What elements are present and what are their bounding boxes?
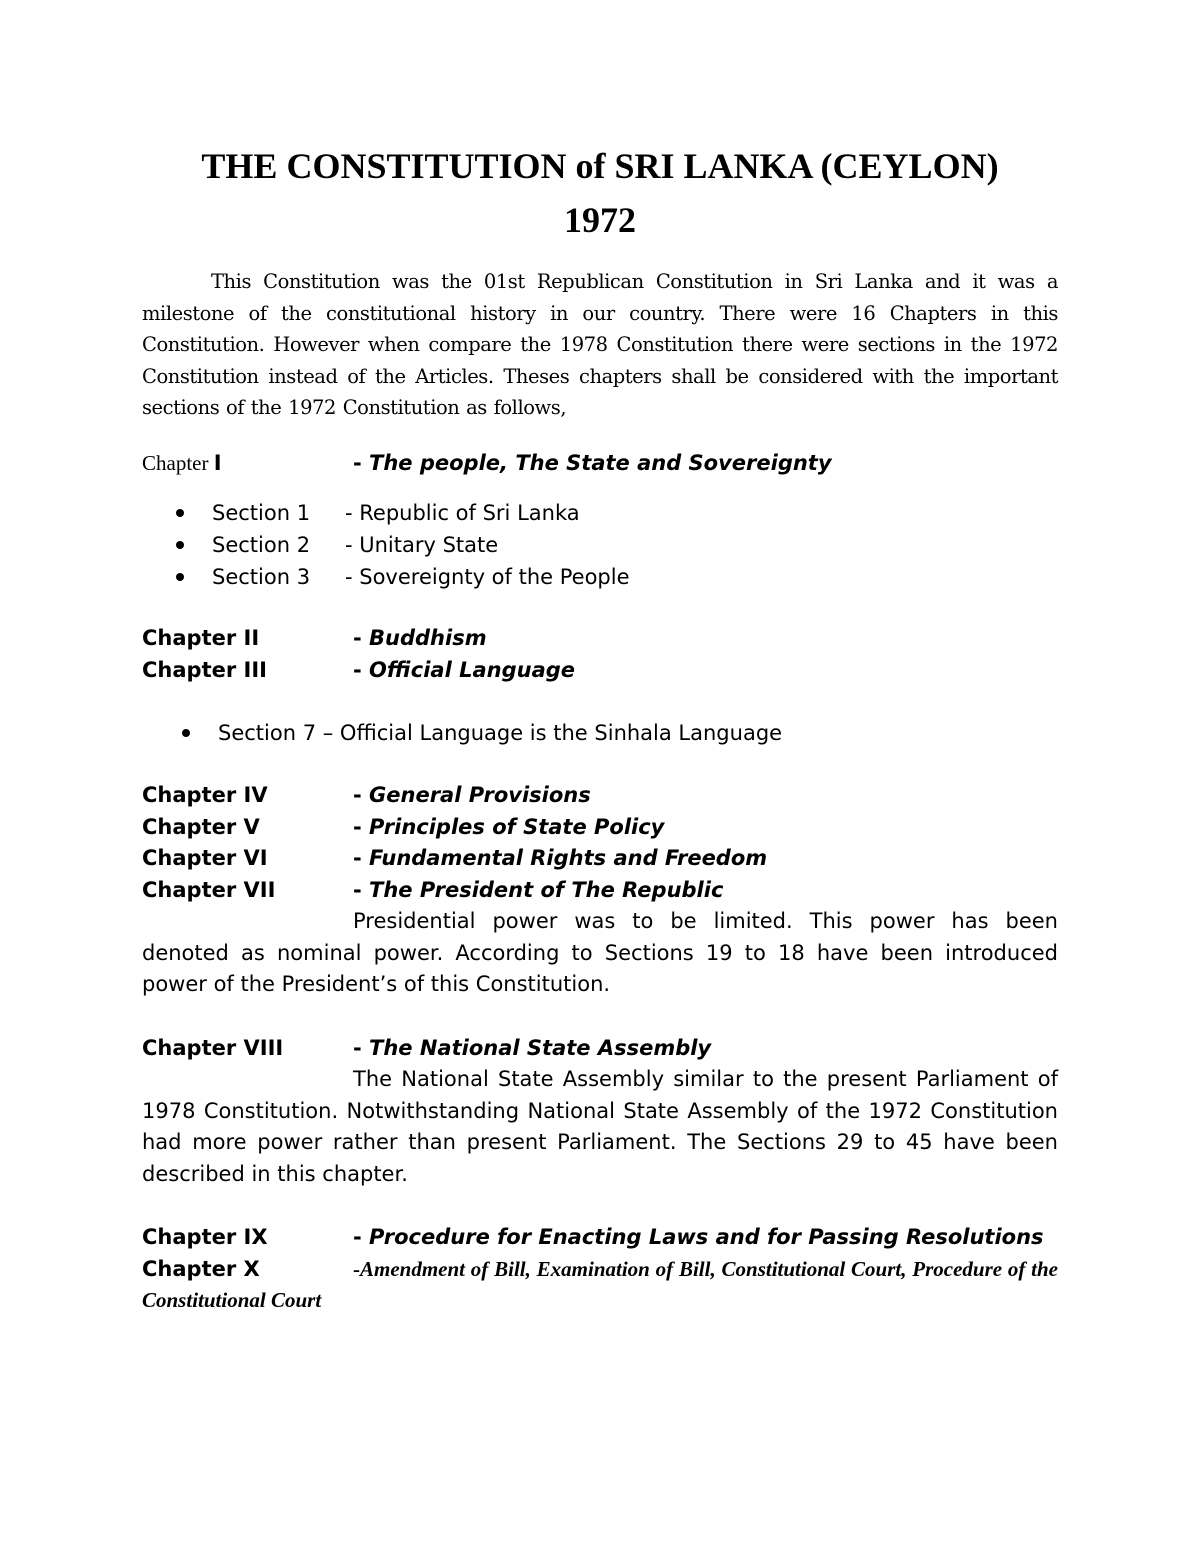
- chapter-label: Chapter VI: [142, 846, 268, 871]
- chapter-title: - Principles of State Policy: [353, 814, 665, 839]
- chapter-title: - Buddhism: [353, 626, 487, 651]
- bullet-icon: [176, 509, 184, 517]
- chapter-label: Chapter IV: [142, 783, 268, 808]
- chapter-title: Amendment of Bill, Examination of Bill, Constitutional Court, Procedure of the Constitutional Court: [142, 1256, 1058, 1313]
- title-year: 1972: [564, 200, 636, 240]
- chapter-title: Procedure for Enacting Laws and for Passing Resolutions: [369, 1225, 1044, 1250]
- bullet-icon: [176, 573, 184, 581]
- chapter-label: Chapter I: [142, 450, 222, 475]
- title-line: THE CONSTITUTION of SRI LANKA (CEYLON): [201, 146, 999, 186]
- document-title-year: [142, 194, 1058, 246]
- chapter-label: Chapter VII: [142, 877, 276, 902]
- section-list: [142, 498, 1058, 593]
- chapter-heading-3: [142, 655, 1058, 687]
- list-item: Section 2 - Unitary State: [142, 530, 1058, 562]
- list-item: Section 7 – Official Language is the Sinhala Language: [142, 718, 1058, 750]
- chapter-heading-5: [142, 812, 1058, 844]
- chapter-8-paragraph: The National State Assembly similar to the present Parliament of 1978 Constitution. Notwithstanding National State Assembly of the 1972 Constitution had more power rather than present Parliament. The Sections 29 to 45 have been described in this chapter.: [142, 1067, 1058, 1186]
- chapter-heading-6: [142, 843, 1058, 875]
- chapter-heading-8: [142, 1033, 1058, 1065]
- chapter-title: - Fundamental Rights and Freedom: [353, 846, 768, 871]
- chapter-heading-2: [142, 623, 1058, 655]
- chapter-title: - The National State Assembly: [353, 1035, 712, 1060]
- chapter-7-paragraph: Presidential power was to be limited. This power has been denoted as nominal power. According to Sections 19 to 18 have been introduced power of the President’s of this Constitution.: [142, 909, 1058, 997]
- chapter-heading-7: [142, 875, 1058, 907]
- chapter-title: - The people, The State and Sovereignty: [353, 450, 832, 475]
- chapter-label: Chapter IX: [142, 1225, 268, 1250]
- document-content: [142, 140, 1058, 1317]
- list-item: Section 1 - Republic of Sri Lanka: [142, 498, 1058, 530]
- section-list: [142, 718, 1058, 750]
- chapter-title: - The President of The Republic: [353, 877, 724, 902]
- intro-paragraph: This Constitution was the 01st Republican Constitution in Sri Lanka and it was a milestone of the constitutional history in our country. There were 16 Chapters in this Constitution. However when compare the 1978 Constitution there were sections in the 1972 Constitution instead of the Articles. Theses chapters shall be considered with the important sections of the 1972 Constitution as follows,: [142, 270, 1058, 419]
- chapter-heading-4: [142, 780, 1058, 812]
- chapter-label: Chapter III: [142, 657, 267, 682]
- bullet-icon: [176, 541, 184, 549]
- chapter-heading-9: Chapter IX - Procedure for Enacting Laws and for Passing Resolutions: [142, 1222, 1058, 1254]
- list-item: Section 3 - Sovereignty of the People: [142, 562, 1058, 594]
- chapter-label: Chapter II: [142, 626, 260, 651]
- chapter-label: Chapter VIII: [142, 1035, 284, 1060]
- chapter-title: - Official Language: [353, 657, 576, 682]
- document-title: [142, 140, 1058, 192]
- chapter-heading-10: Chapter X -Amendment of Bill, Examination of Bill, Constitutional Court, Procedure of the Constitutional Court: [142, 1254, 1058, 1317]
- chapter-label: Chapter V: [142, 814, 260, 839]
- chapter-heading-1: [142, 448, 1058, 480]
- bullet-icon: [182, 729, 190, 737]
- chapter-title: - General Provisions: [353, 783, 591, 808]
- chapter-label: Chapter X: [142, 1256, 260, 1281]
